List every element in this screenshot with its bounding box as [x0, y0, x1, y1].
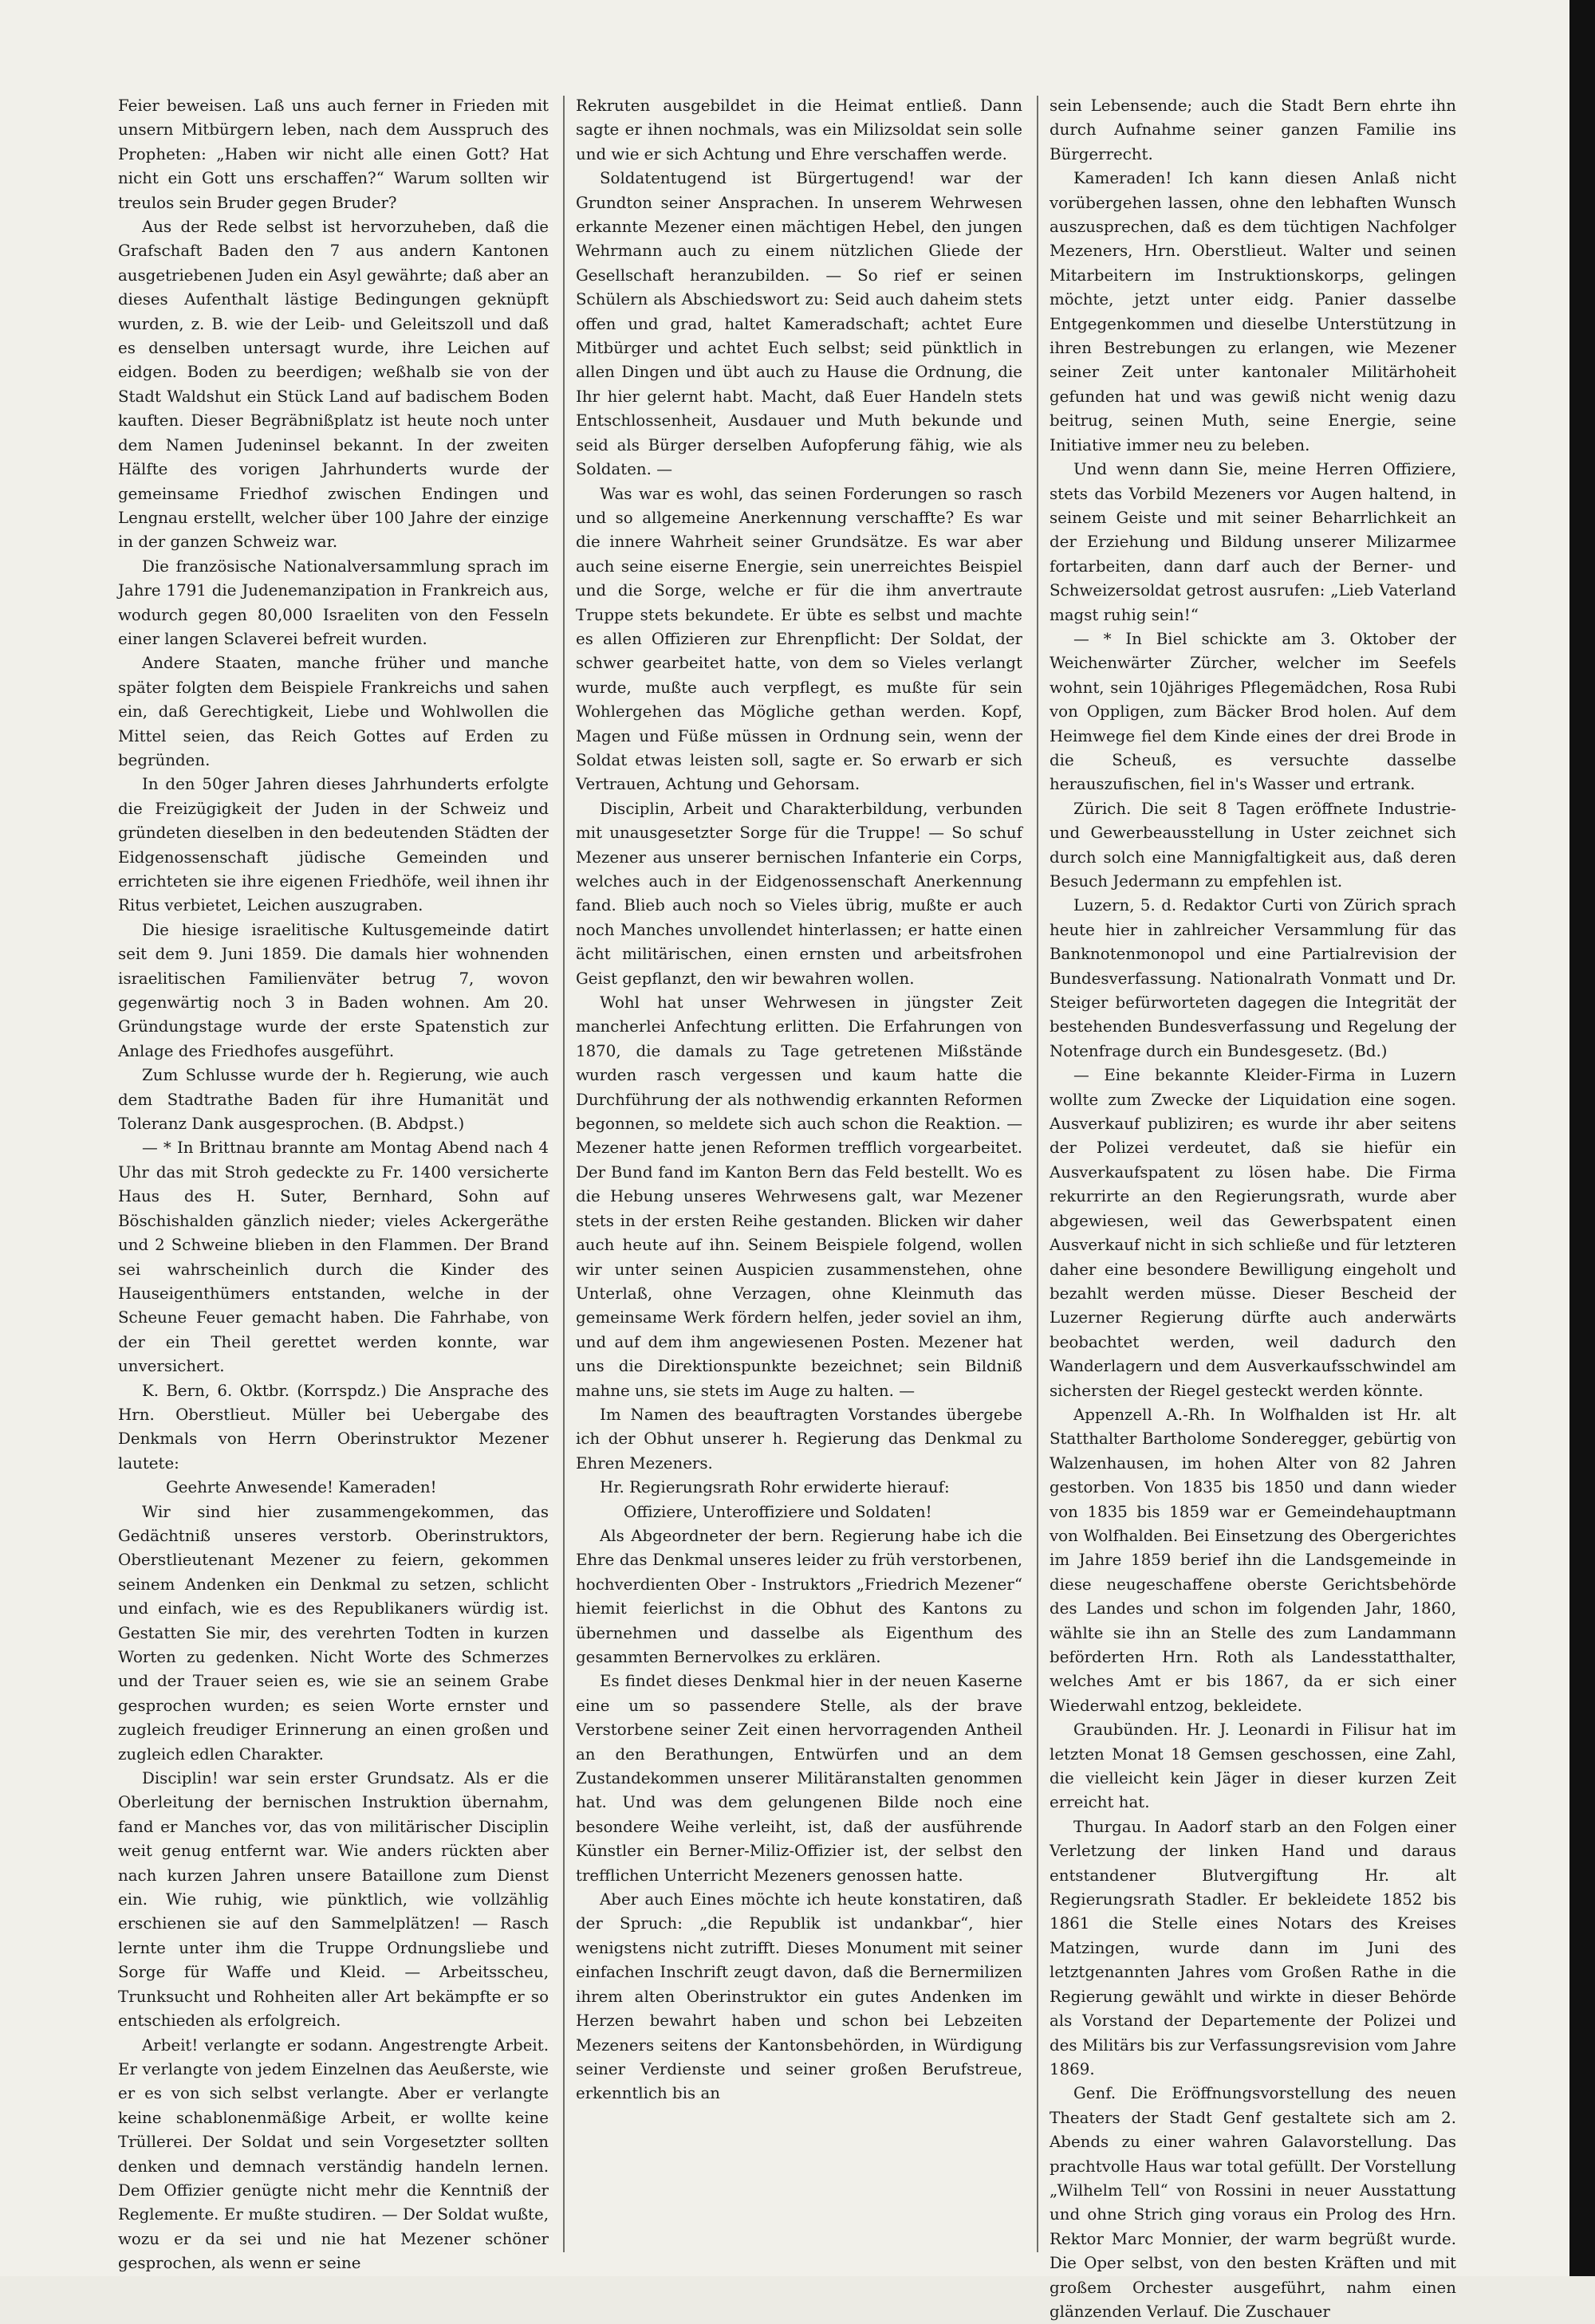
- column-3: [1050, 94, 1456, 2321]
- paragraph: Wohl hat unser Wehrwesen in jüngster Zeit mancherlei Anfechtung erlitten. Die Erfahrungen von 1870, die damals zu Tage getretenen Mißstände wurden rasch vergessen und kaum hatte die Durchführung der als nothwendig erkannten Reformen begonnen, so meldete sich auch schon die Reaktion. — Mezener hatte jenen Reformen trefflich vorgearbeitet. Der Bund fand im Kanton Bern das Feld bestellt. Wo es die Hebung unseres Wehrwesens galt, war Mezener stets in der ersten Reihe gestanden. Blicken wir daher auch heute auf ihn. Seinem Beispiele folgend, wollen wir unter seinen Auspicien zusammenstehen, ohne Unterlaß, ohne Verzagen, ohne Kleinmuth das gemeinsame Werk fördern helfen, jeder soviel an ihm, und auf dem ihm angewiesenen Posten. Mezener hat uns die Direktionspunkte bezeichnet; sein Bildniß mahne uns, sie stets im Auge zu halten. —: [576, 993, 1022, 1400]
- paragraph: Hr. Regierungsrath Rohr erwiderte hierauf:: [600, 1478, 950, 1497]
- column-1: [118, 94, 549, 2273]
- paragraph: Rekruten ausgebildet in die Heimat entließ. Dann sagte er ihnen nochmals, was ein Milizsoldat sein solle und wie er sich Achtung und Ehre verschaffen werde.: [576, 96, 1022, 163]
- paragraph: Und wenn dann Sie, meine Herren Offiziere, stets das Vorbild Mezeners vor Augen haltend, in seinem Geiste und mit seiner Beharrlichkeit an der Erziehung und Bildung unserer Milizarmee fortarbeiten, dann darf auch der Berner- und Schweizersoldat getrost ausrufen: „Lieb Vaterland magst ruhig sein!“: [1050, 460, 1456, 624]
- news-item-biel: — * In Biel schickte am 3. Oktober der Weichenwärter Zürcher, welcher im Seefels wohnt, sein 10jähriges Pflegemädchen, Rosa Rubi von Oppligen, zum Bäcker Brod holen. Auf dem Heimwege fiel dem Kinde eines der drei Brode in die Scheuß, es versuchte dasselbe herauszufischen, fiel in's Wasser und ertrank.: [1050, 629, 1456, 794]
- paragraph: Zum Schlusse wurde der h. Regierung, wie auch dem Stadtrathe Baden für ihre Humanität und Toleranz Dank ausgesprochen. (B. Abdpst.): [118, 1066, 549, 1134]
- speech-salutation: Offiziere, Unteroffiziere und Soldaten!: [624, 1502, 932, 1521]
- column-divider: [1037, 96, 1038, 2252]
- paragraph: In den 50ger Jahren dieses Jahrhunderts erfolgte die Freizügigkeit der Juden in der Schweiz und gründeten dieselben in den bedeutenden Städten der Eidgenossenschaft jüdische Gemeinden und errichteten sie ihre eigenen Friedhöfe, weil ihnen ihr Ritus verbietet, Leichen auszugraben.: [118, 775, 549, 915]
- paragraph: sein Lebensende; auch die Stadt Bern ehrte ihn durch Aufnahme seiner ganzen Familie ins Bürgerrecht.: [1050, 96, 1456, 163]
- paragraph: Es findet dieses Denkmal hier in der neuen Kaserne eine um so passendere Stelle, als der brave Verstorbene seiner Zeit einen hervorragenden Antheil an den Berathungen, Entwürfen und an dem Zustandekommen unserer Militäranstalten genommen hat. Und was dem gelungenen Bilde noch eine besondere Weihe verleiht, ist, daß der ausführende Künstler ein Berner-Miliz-Offizier ist, der selbst den trefflichen Unterricht Mezeners genossen hatte.: [576, 1672, 1022, 1885]
- news-item-appenzell: Appenzell A.-Rh. In Wolfhalden ist Hr. alt Statthalter Bartholome Sonderegger, gebürtig von Walzenhausen, im hohen Alter von 82 Jahren gestorben. Von 1835 bis 1850 und dann wieder von 1835 bis 1859 war er Gemeindehauptmann von Wolfhalden. Bei Einsetzung des Obergerichtes im Jahre 1859 berief ihn die Landsgemeinde in diese neugeschaffene oberste Gerichtsbehörde des Landes und schon im folgenden Jahr, 1860, wählte sie ihn an Stelle des zum Landammann beförderten Hrn. Roth als Landesstatthalter, welches Amt er bis 1867, da er sich einer Wiederwahl entzog, bekleidete.: [1050, 1405, 1456, 1715]
- paragraph: Arbeit! verlangte er sodann. Angestrengte Arbeit. Er verlangte von jedem Einzelnen das Aeußerste, wie er es von sich selbst verlangte. Aber er verlangte keine schablonenmäßige Arbeit, er wollte keine Trüllerei. Der Soldat und sein Vorgesetzter sollten denken und demnach verständig handeln lernen. Dem Offizier genügte nicht mehr die Kenntniß der Reglemente. Er mußte studiren. — Der Soldat wußte, wozu er da sei und nie hat Mezener schöner gesprochen, als wenn er seine: [118, 2035, 549, 2273]
- paragraph: Die hiesige israelitische Kultusgemeinde datirt seit dem 9. Juni 1859. Die damals hier wohnenden israelitischen Familienväter betrug 7, wovon gegenwärtig noch 3 in Baden wohnen. Am 20. Gründungstage wurde der erste Spatenstich zur Anlage des Friedhofes ausgeführt.: [118, 920, 549, 1060]
- news-item-genf: Genf. Die Eröffnungsvorstellung des neuen Theaters der Stadt Genf gestaltete sich am 2. Abends zu einer wahren Galavorstellung. Das prachtvolle Haus war total gefüllt. Der Vorstellung „Wilhelm Tell“ von Rossini in neuer Ausstattung und ohne Strich ging voraus ein Prolog des Hrn. Rektor Marc Monnier, der warm begrüßt wurde. Die Oper selbst, von den besten Kräften und mit großem Orchester ausgeführt, nahm einen glänzenden Verlauf. Die Zuschauer: [1050, 2084, 1456, 2321]
- paragraph: Feier beweisen. Laß uns auch ferner in Frieden mit unsern Mitbürgern leben, nach dem Ausspruch des Propheten: „Haben wir nicht alle einen Gott? Hat nicht ein Gott uns erschaffen?“ Warum sollten wir treulos sein Bruder gegen Bruder?: [118, 96, 549, 212]
- paragraph: Was war es wohl, das seinen Forderungen so rasch und so allgemeine Anerkennung verschaffte? Es war die innere Wahrheit seiner Grundsätze. Es war aber auch seine eiserne Energie, sein unerreichtes Beispiel und die Sorge, welche er für die ihm anvertraute Truppe stets bekundete. Er übte es selbst und machte es allen Offizieren zur Ehrenpflicht: Der Soldat, der schwer gearbeitet hatte, von dem so Vieles verlangt wurde, mußte auch verpflegt, es mußte für sein Wohlergehen das Mögliche gethan werden. Kopf, Magen und Füße müssen in Ordnung sein, wenn der Soldat etwas leisten soll, sagte er. So erwarb er sich Vertrauen, Achtung und Gehorsam.: [576, 484, 1022, 794]
- news-item-bern: K. Bern, 6. Oktbr. (Korrspdz.) Die Ansprache des Hrn. Oberstlieut. Müller bei Uebergabe des Denkmals von Herrn Oberinstruktor Mezener lautete:: [118, 1381, 549, 1473]
- paragraph: Im Namen des beauftragten Vorstandes übergebe ich der Obhut unserer h. Regierung das Denkmal zu Ehren Mezeners.: [576, 1405, 1022, 1473]
- news-item-thurgau: Thurgau. In Aadorf starb an den Folgen einer Verletzung der linken Hand und daraus entstandener Blutvergiftung Hr. alt Regierungsrath Stadler. Er bekleidete 1852 bis 1861 die Stelle eines Notars des Kreises Matzingen, wurde dann im Juni des letztgenannten Jahres vom Großen Rathe in die Regierung gewählt und wirkte in dieser Behörde als Vorstand der Departemente der Polizei und des Militärs bis zur Verfassungsrevision vom Jahre 1869.: [1050, 1817, 1456, 2078]
- speech-salutation: Geehrte Anwesende! Kameraden!: [166, 1478, 437, 1497]
- paragraph: Die französische Nationalversammlung sprach im Jahre 1791 die Judenemanzipation in Frankreich aus, wodurch gegen 80,000 Israeliten von den Fesseln einer langen Sclaverei befreit wurden.: [118, 556, 549, 648]
- paragraph: Disciplin, Arbeit und Charakterbildung, verbunden mit unausgesetzter Sorge für die Truppe! — So schuf Mezener aus unserer bernischen Infanterie ein Corps, welches auch in der Eidgenossenschaft Anerkennung fand. Blieb auch noch so Vieles übrig, mußte er auch noch Manches unvollendet hinterlassen; er hatte einen ächt militärischen, einen ernsten und arbeitsfrohen Geist gepflanzt, den wir bewahren wollen.: [576, 799, 1022, 988]
- paragraph: Als Abgeordneter der bern. Regierung habe ich die Ehre das Denkmal unseres leider zu früh verstorbenen, hochverdienten Ober - Instruktors „Friedrich Mezener“ hiemit feierlichst in die Obhut des Kantons zu übernehmen und dasselbe als Eigenthum des gesammten Bernervolkes zu erklären.: [576, 1526, 1022, 1666]
- paragraph: Kameraden! Ich kann diesen Anlaß nicht vorübergehen lassen, ohne den lebhaften Wunsch auszusprechen, daß es dem tüchtigen Nachfolger Mezeners, Hrn. Oberstlieut. Walter und seinen Mitarbeitern im Instruktionskorps, gelingen möchte, jetzt unter eidg. Panier dasselbe Entgegenkommen und dieselbe Unterstützung in ihren Bestrebungen zu erlangen, wie Mezener seiner Zeit unter kantonaler Militärhoheit gefunden hat und was gewiß nicht wenig dazu beitrug, seinen Muth, seine Energie, seine Initiative immer neu zu beleben.: [1050, 169, 1456, 454]
- paragraph: Wir sind hier zusammengekommen, das Gedächtniß unseres verstorb. Oberinstruktors, Oberstlieutenant Mezener zu feiern, gekommen seinem Andenken ein Denkmal zu setzen, schlicht und einfach, wie es des Republikaners würdig ist. Gestatten Sie mir, des verehrten Todten in kurzen Worten zu gedenken. Nicht Worte des Schmerzes und der Trauer seien es, wie sie an seinem Grabe gesprochen wurden; es seien Worte ernster und zugleich freudiger Erinnerung an einen großen und zugleich edlen Charakter.: [118, 1502, 549, 1764]
- paragraph: Andere Staaten, manche früher und manche später folgten dem Beispiele Frankreichs und sahen ein, daß Gerechtigkeit, Liebe und Wohlwollen die Mittel seien, das Reich Gottes auf Erden zu begründen.: [118, 654, 549, 769]
- paragraph: Disciplin! war sein erster Grundsatz. Als er die Oberleitung der bernischen Instruktion übernahm, fand er Manches vor, das von militärischer Disciplin weit genug entfernt war. Wie anders rückten aber nach kurzen Jahren unsere Bataillone zum Dienst ein. Wie ruhig, wie pünktlich, wie vollzählig erschienen sie auf den Sammelplätzen! — Rasch lernte unter ihm die Truppe Ordnungsliebe und Sorge für Waffe und Kleid. — Arbeitsscheu, Trunksucht und Rohheiten aller Art bekämpfte er so entschieden als erfolgreich.: [118, 1769, 549, 2031]
- column-2: [576, 94, 1022, 2255]
- scan-edge: [1569, 0, 1595, 2276]
- column-divider: [563, 96, 565, 2252]
- news-item-luzern: Luzern, 5. d. Redaktor Curti von Zürich sprach heute hier in zahlreicher Versammlung für das Banknotenmonopol und eine Partialrevision der Bundesverfassung. Nationalrath Vonmatt und Dr. Steiger befürworteten dagegen die Integrität der bestehenden Bundesverfassung und Regelung der Notenfrage durch ein Bundesgesetz. (Bd.): [1050, 896, 1456, 1060]
- paragraph: Soldatentugend ist Bürgertugend! war der Grundton seiner Ansprachen. In unserem Wehrwesen erkannte Mezener einen mächtigen Hebel, den jungen Wehrmann auch zu einem nützlichen Gliede der Gesellschaft heranzubilden. — So rief er seinen Schülern als Abschiedswort zu: Seid auch daheim stets offen und grad, haltet Kameradschaft; achtet Eure Mitbürger und achtet Euch selbst; seid pünktlich in allen Dingen und übt auch zu Hause die Ordnung, die Ihr hier gelernt habt. Macht, daß Euer Handeln stets Entschlossenheit, Ausdauer und Muth bekunde und seid als Bürger derselben Aufopferung fähig, wie als Soldaten. —: [576, 169, 1022, 479]
- news-item-brittnau: — * In Brittnau brannte am Montag Abend nach 4 Uhr das mit Stroh gedeckte zu Fr. 1400 versicherte Haus des H. Suter, Bernhard, Sohn auf Böschishalden gänzlich nieder; vieles Ackergeräthe und 2 Schweine blieben in den Flammen. Der Brand sei wahrscheinlich durch die Kinder des Hauseigenthümers entstanden, welche in der Scheune Feuer gemacht haben. Die Fahrhabe, von der ein Theil gerettet werden konnte, war unversichert.: [118, 1138, 549, 1376]
- news-item-zuerich: Zürich. Die seit 8 Tagen eröffnete Industrie- und Gewerbeausstellung in Uster zeichnet sich durch solch eine Mannigfaltigkeit aus, daß deren Besuch Jedermann zu empfehlen ist.: [1050, 799, 1456, 891]
- news-item-graubuenden: Graubünden. Hr. J. Leonardi in Filisur hat im letzten Monat 18 Gemsen geschossen, eine Zahl, die vielleicht kein Jäger in dieser kurzen Zeit erreicht hat.: [1050, 1720, 1456, 1812]
- paragraph: Aus der Rede selbst ist hervorzuheben, daß die Grafschaft Baden den 7 aus andern Kantonen ausgetriebenen Juden ein Asyl gewährte; daß aber an dieses Aufenthalt lästige Bedingungen geknüpft wurden, z. B. wie der Leib- und Geleitszoll und daß es denselben untersagt wurde, ihre Leichen auf eidgen. Boden zu beerdigen; weßhalb sie von der Stadt Waldshut ein Stück Land auf badischem Boden kauften. Dieser Begräbnißplatz ist heute noch unter dem Namen Judeninsel bekannt. In der zweiten Hälfte des vorigen Jahrhunderts wurde der gemeinsame Friedhof zwischen Endingen und Lengnau erstellt, welcher über 100 Jahre der einzige in der ganzen Schweiz war.: [118, 218, 549, 552]
- paragraph: Aber auch Eines möchte ich heute konstatiren, daß der Spruch: „die Republik ist undankbar“, hier wenigstens nicht zutrifft. Dieses Monument mit seiner einfachen Inschrift zeugt davon, daß die Bernermilizen ihrem alten Oberinstruktor ein gutes Andenken im Herzen bewahrt haben und schon bei Lebzeiten Mezeners seitens der Kantonsbehörden, in Würdigung seiner Verdienste und seiner großen Berufstreue, erkenntlich bis an: [576, 1890, 1022, 2103]
- news-item-luzern-2: — Eine bekannte Kleider-Firma in Luzern wollte zum Zwecke der Liquidation eine sogen. Ausverkauf publiziren; es wurde ihr aber seitens der Polizei verdeutet, daß sie hiefür ein Ausverkaufspatent zu lösen habe. Die Firma rekurrirte an den Regierungsrath, wurde aber abgewiesen, weil das Gewerbspatent einen Ausverkauf nicht in sich schließe und für letzteren daher eine besondere Bewilligung eingeholt und bezahlt werden müsse. Dieser Bescheid der Luzerner Regierung dürfte auch anderwärts beobachtet werden, weil dadurch den Wanderlagern und dem Ausverkaufsschwindel am sichersten der Riegel gesteckt werden könnte.: [1050, 1066, 1456, 1400]
